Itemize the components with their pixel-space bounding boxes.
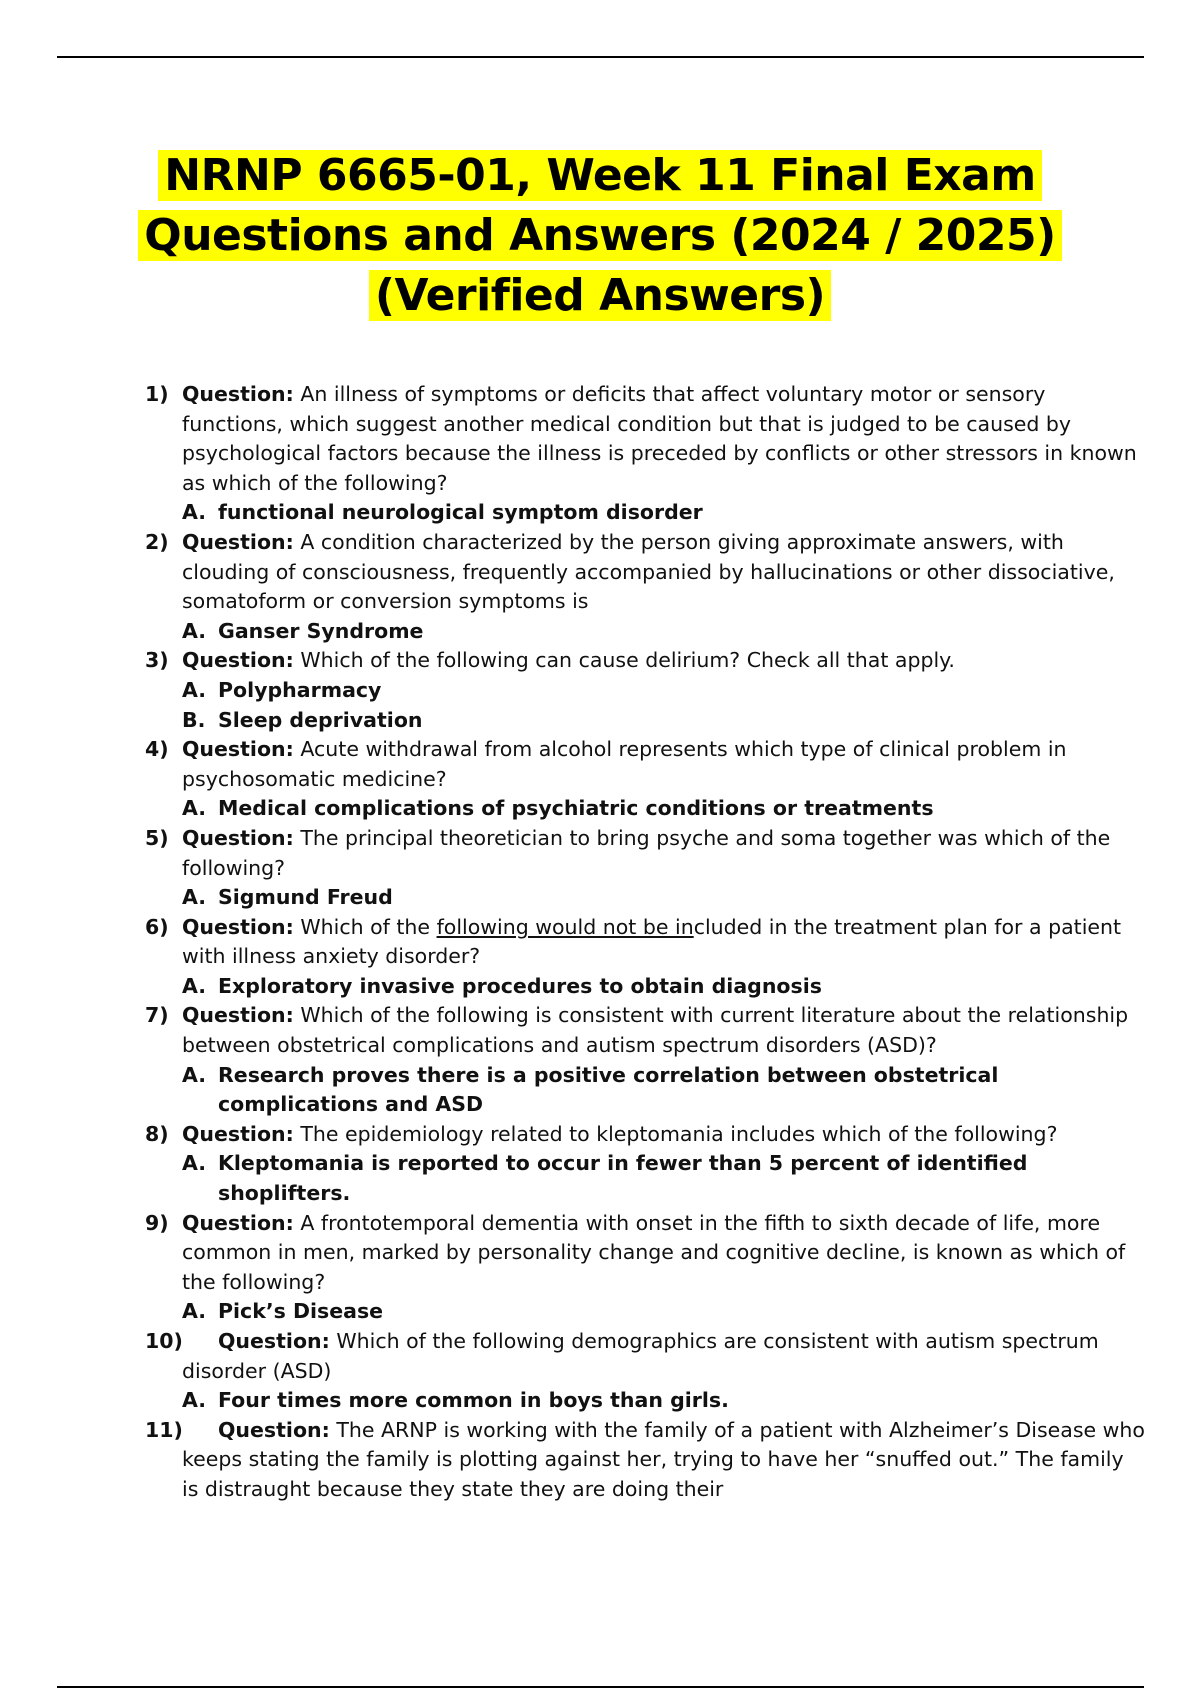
question-label: Question: [182, 648, 294, 673]
question-label: Question: [182, 529, 294, 554]
question-text: Question: Acute withdrawal from alcohol represents which type of clinical problem in psychosomatic medicine? [182, 737, 1067, 791]
question-label: Question: [218, 1329, 330, 1353]
answer-text: Sleep deprivation [218, 707, 423, 732]
question-item [145, 1001, 1145, 1119]
question-number: 5) [145, 825, 169, 850]
question-item [145, 824, 1145, 913]
answer-item [182, 617, 1145, 647]
question-text: Question: An illness of symptoms or deficits that affect voluntary motor or sensory functions, which suggest another medical condition but that is judged to be caused by psychological factors because the illness is preceded by conflicts or other stressors in known as which of the following? [182, 382, 1137, 495]
answer-item [182, 1386, 1145, 1416]
question-number: 1) [145, 382, 169, 406]
bottom-rule [57, 1686, 1144, 1688]
answer-text: Ganser Syndrome [218, 618, 424, 643]
question-number: 3) [145, 648, 169, 673]
answer-text: Polypharmacy [218, 677, 382, 702]
answer-letter: A. [182, 1388, 207, 1413]
question-text: Question: Which of the following would not be included in the treatment plan for a patient with illness anxiety disorder? [182, 914, 1122, 969]
question-item [145, 380, 1145, 528]
question-text: Question: The epidemiology related to kleptomania includes which of the following? [182, 1121, 1058, 1146]
title-line-3: (Verified Answers) [0, 266, 1200, 326]
question-text: Question: Which of the following demographics are consistent with autism spectrum disorder (ASD) [182, 1329, 1099, 1383]
document-title [0, 146, 1200, 326]
question-label: Question: [182, 1121, 294, 1146]
answer-text: Research proves there is a positive correlation between obstetrical complications and ASD [218, 1062, 999, 1117]
answer-letter: A. [182, 1062, 207, 1087]
answer-item [182, 794, 1145, 824]
question-item [145, 528, 1145, 646]
answer-item [182, 1297, 1145, 1327]
answer-item [182, 1149, 1145, 1208]
underlined-text: following would not be in [436, 914, 694, 939]
answer-text: Sigmund Freud [218, 885, 393, 910]
question-label: Question: [182, 382, 294, 406]
question-label: Question: [182, 1210, 294, 1235]
answer-letter: A. [182, 885, 207, 910]
question-item [145, 1120, 1145, 1209]
question-item [145, 1209, 1145, 1327]
answer-text: Kleptomania is reported to occur in fewer than 5 percent of identified shoplifters. [218, 1151, 1028, 1206]
question-label: Question: [182, 825, 294, 850]
question-item [145, 1327, 1145, 1416]
question-number: 6) [145, 914, 169, 939]
question-text: Question: The principal theoretician to bring psyche and soma together was which of the following? [182, 825, 1111, 880]
answer-item [182, 883, 1145, 913]
question-item [145, 1416, 1145, 1505]
answer-item [182, 972, 1145, 1002]
answer-item [182, 706, 1145, 736]
answer-letter: A. [182, 500, 207, 525]
question-item [145, 913, 1145, 1002]
answer-item [182, 676, 1145, 706]
question-text: Question: A frontotemporal dementia with onset in the fifth to sixth decade of life, more common in men, marked by personality change and cognitive decline, is known as which of the following? [182, 1210, 1126, 1294]
answer-letter: A. [182, 1299, 207, 1324]
top-rule [57, 56, 1144, 58]
answer-letter: A. [182, 796, 207, 821]
question-text: Question: The ARNP is working with the family of a patient with Alzheimer’s Disease who keeps stating the family is plotting against her, trying to have her “snuffed out.” The family is distraught because they state they are doing their [182, 1417, 1145, 1501]
question-label: Question: [182, 1003, 294, 1028]
question-number: 8) [145, 1121, 169, 1146]
answer-letter: B. [182, 707, 206, 732]
question-number: 11) [145, 1417, 183, 1442]
question-number: 2) [145, 529, 169, 554]
answer-text: Pick’s Disease [218, 1299, 384, 1324]
answer-letter: A. [182, 1151, 207, 1176]
question-label: Question: [218, 1417, 330, 1442]
answer-text: Four times more common in boys than girls. [218, 1388, 729, 1413]
question-number: 7) [145, 1003, 169, 1028]
question-label: Question: [182, 737, 294, 762]
answer-text: Medical complications of psychiatric conditions or treatments [218, 796, 934, 821]
answer-letter: A. [182, 618, 207, 643]
answer-letter: A. [182, 973, 207, 998]
question-item [145, 735, 1145, 824]
answer-text: functional neurological symptom disorder [218, 500, 703, 525]
title-line-2: Questions and Answers (2024 / 2025) [0, 206, 1200, 266]
question-number: 10) [145, 1329, 183, 1353]
answer-letter: A. [182, 677, 207, 702]
question-label: Question: [182, 914, 294, 939]
question-number: 4) [145, 737, 169, 762]
answer-text: Exploratory invasive procedures to obtain diagnosis [218, 973, 822, 998]
question-text: Question: Which of the following can cause delirium? Check all that apply. [182, 648, 955, 673]
question-item [145, 646, 1145, 735]
title-line-1: NRNP 6665-01, Week 11 Final Exam [0, 146, 1200, 206]
question-text: Question: A condition characterized by the person giving approximate answers, with clouding of consciousness, frequently accompanied by hallucinations or other dissociative, somatoform or conversion symptoms is [182, 529, 1115, 614]
question-number: 9) [145, 1210, 169, 1235]
question-list [145, 380, 1145, 1505]
question-text: Question: Which of the following is consistent with current literature about the relationship between obstetrical complications and autism spectrum disorders (ASD)? [182, 1003, 1129, 1058]
answer-item [182, 1061, 1145, 1120]
answer-item [182, 498, 1145, 528]
